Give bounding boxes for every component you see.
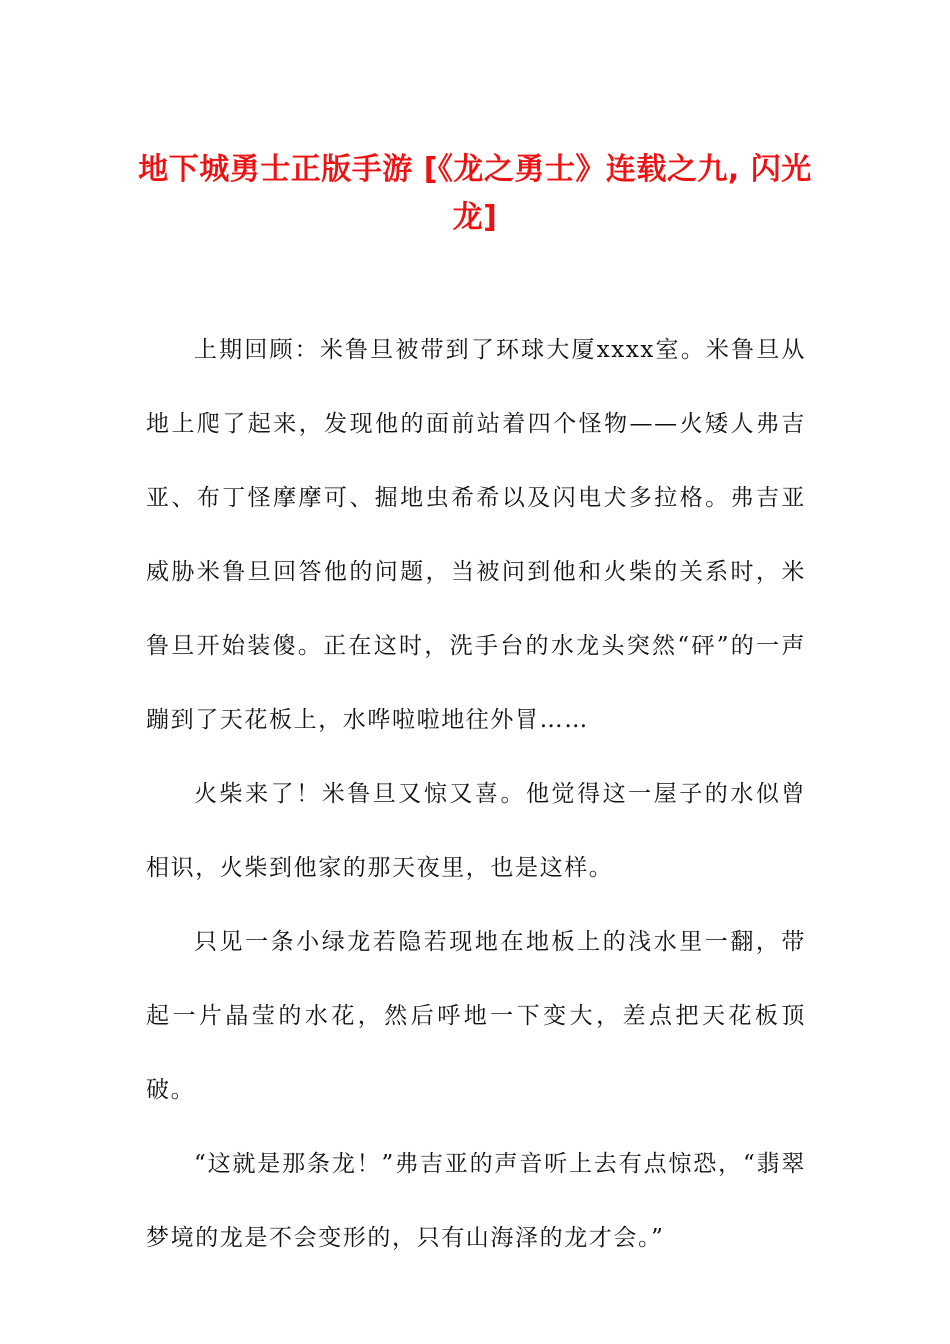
document-body	[146, 313, 806, 1275]
paragraph-1: 上期回顾：米鲁旦被带到了环球大厦xxxx室。米鲁旦从地上爬了起来，发现他的面前站着四个怪物——火矮人弗吉亚、布丁怪摩摩可、掘地虫希希以及闪电犬多拉格。弗吉亚威胁米鲁旦回答他的问题，当被问到他和火柴的关系时，米鲁旦开始装傻。正在这时，洗手台的水龙头突然“砰”的一声蹦到了天花板上，水哗啦啦地往外冒……	[146, 337, 806, 733]
paragraph-3: 只见一条小绿龙若隐若现地在地板上的浅水里一翻，带起一片晶莹的水花，然后呼地一下变大，差点把天花板顶破。	[146, 929, 806, 1103]
document-title: 地下城勇士正版手游 [《龙之勇士》连载之九, 闪光龙]	[138, 152, 812, 235]
paragraph-2: 火柴来了！米鲁旦又惊又喜。他觉得这一屋子的水似曾相识，火柴到他家的那天夜里，也是这样。	[146, 781, 806, 881]
paragraph-4: “这就是那条龙！”弗吉亚的声音听上去有点惊恐，“翡翠梦境的龙是不会变形的，只有山海泽的龙才会。”	[146, 1151, 806, 1251]
